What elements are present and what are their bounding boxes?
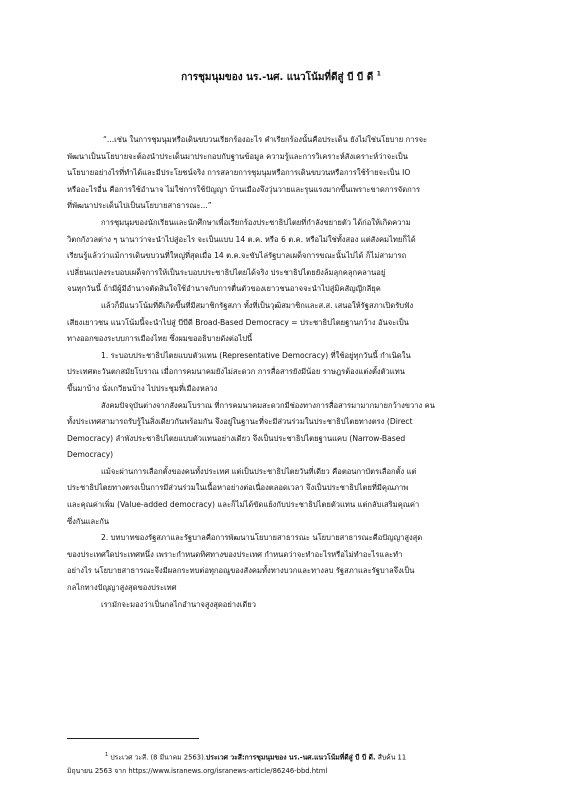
title-text: การชุมนุมของ นร.-นศ. แนวโน้มที่ดีสู่ บี บี ดี — [181, 72, 374, 83]
body-line: และคุณค่าเพิ่ม (Value-added democracy) และก็ไม่ได้ขัดแย้งกับประชาธิปไตยตัวแทน แต่กลับเสริมคุณค่า — [67, 500, 420, 510]
body-line: นโยบายอย่างไรที่ทำได้และมีประโยชน์จริง การสลายการชุมนุมหรือการเดินขบวนหรือการใช้ร้ายจะเป็น IO — [67, 168, 411, 178]
footnote-line — [67, 748, 494, 764]
body-line: กลไกทางปัญญาสูงสุดของประเทศ — [67, 583, 177, 593]
body-line: การชุมนุมของนักเรียนและนักศึกษาเพื่อเรียกร้องประชาธิปไตยที่กำลังขยายตัว ได้ก่อให้เกิดความ — [101, 217, 411, 227]
footnote — [67, 748, 494, 778]
body-line: Democracy) ลำพังประชาธิปไตยแบบตัวแทนอย่างเดียว จึงเป็นประชาธิปไตยฐานแคบ (Narrow-Based — [67, 433, 406, 443]
body-line: ซึ่งกันและกัน — [67, 516, 110, 526]
title-footnote-marker: 1 — [376, 70, 381, 78]
body-line: แม้จะผ่านการเลือกตั้งของคนทั้งประเทศ แต่เป็นประชาธิปไตยวันที่เดียว คือตอนกาบัตรเลือกตั้ง แต่ — [101, 466, 417, 476]
footnote-divider — [67, 738, 199, 739]
body-line: อย่างไร นโยบายสาธารณะจึงมีผลกระทบต่อทุกอณูของสังคมทั้งทางบวกและทางลบ รัฐสภาและรัฐบาลจึงเป็น — [67, 566, 415, 576]
body-line: 2. บทบาทของรัฐสภาและรัฐบาลคือการพัฒนานโยบายสาธารณะ นโยบายสาธารณะคือปัญญาสูงสุด — [101, 533, 423, 543]
body-line: ของประเทศใดประเทศหนึ่ง เพราะกำหนดทิศทางของประเทศ กำหนดว่าจะทำอะไรหรือไม่ทำอะไรและทำ — [67, 549, 403, 559]
body-line: Democracy) — [67, 450, 114, 460]
body-line: สังคมปัจจุบันต่างจากสังคมโบราณ ที่การคมนาคมสะดวกมีช่องทางการสื่อสารมามากมายกว้างขวาง คน — [101, 400, 435, 410]
body-line: เรามักจะมองว่าเป็นกลไกอำนาจสูงสุดอย่างเดียว — [101, 599, 257, 609]
body-line: ที่พัฒนาประเด็นไปเป็นนโยบายสาธารณะ...” — [67, 201, 212, 211]
body-line: พัฒนาเป็นนโยบายจะต้องนำประเด็นมาประกอบกับฐานข้อมูล ความรู้และการวิเคราะห์สังเคราะห์ว่าจะเป็น — [67, 151, 408, 161]
page-title — [0, 70, 562, 85]
body-line: 1. ระบอบประชาธิปไตยแบบตัวแทน (Representative Democracy) ที่ใช้อยู่ทุกวันนี้ กำเนิดใน — [101, 350, 411, 360]
body-line: ประเทศตะวันตกสมัยโบราณ เมื่อการคมนาคมยังไม่สะดวก การสื่อสารยังมีน้อย ราษฎรต้องแต่งตั้งตัวแทน — [67, 367, 405, 377]
body-line: ทั้งประเทศสามารถรับรู้ในสิ่งเดียวกันพร้อมกัน จึงอยู่ในฐานะที่จะมีส่วนร่วมในประชาธิปไตยทางตรง (Direct — [67, 417, 413, 427]
body-line: หรืออะไรอื่น คือการใช้อำนาจ ไม่ใช่การใช้ปัญญา บ้านเมืองจึงวุ่นวายและรุนแรงมากขึ้นเพราะขาดการจัดการ — [67, 184, 421, 194]
body-line: เปลี่ยนแปลงระบอบเผด็จการให้เป็นระบอบประชาธิปไตยได้จริง ประชาธิปไตยยังล้มลุกคลุกคลานอยู่ — [67, 267, 386, 277]
body-line: ทางออกของระบบการเมืองไทย ซึ่งผมขออธิบายดังต่อไปนี้ — [67, 334, 253, 344]
body-line: จนทุกวันนี้ ถ้ามีผู้มีอำนาจตัดสินใจใช้อำนาจกับการตื่นตัวของเยาวชนอาจจะนำไปสู่มิคสัญญีกลียุค — [67, 284, 381, 294]
footnote-marker: 1 — [105, 752, 109, 758]
footnote-article-title: ประเวศ วะสี:การชุมนุมของ นร.-นศ.แนวโน้มที่ดีสู่ บี บี ดี. — [205, 753, 376, 762]
footnote-citation: ประเวศ วะสี. (8 มีนาคม 2563). — [108, 753, 206, 762]
body-line: วิตกกังวลต่าง ๆ นานาว่าจะนำไปสู่อะไร จะเป็นแบบ 14 ต.ค. หรือ 6 ต.ค. หรือไม่ใช่ทั้งสอง แต่สังคมไทยก็ได้ — [67, 234, 416, 244]
body-line: ประชาธิปไตยทางตรงเป็นการมีส่วนร่วมในเนื้อหาอย่างต่อเนื่องตลอดเวลา จึงเป็นประชาธิปไตยที่มีคุณภาพ — [67, 483, 409, 493]
body-line: เสียงเยาวชน แนวโน้มนี้จะนำไปสู่ บีบีดี Broad-Based Democracy = ประชาธิปไตยฐานกว้าง อันจะเป็น — [67, 317, 409, 327]
body-line: แล้วก็มีแนวโน้มที่ดีเกิดขึ้นที่มีสมาชิกรัฐสภา ทั้งที่เป็นวุฒิสมาชิกและส.ส. เสนอให้รัฐสภาเปิดรับฟัง — [101, 300, 414, 310]
footnote-url-line: มิถุนายน 2563 จาก https://www.isranews.org/isranews-article/86246-bbd.html — [67, 767, 328, 776]
body-line: “...เช่น ในการชุมนุมหรือเดินขบวนเรียกร้องอะไร คำเรียกร้องนั้นคือประเด็น ยังไม่ใช่นโยบาย การจะ — [103, 135, 428, 144]
body-line: ขึ้นมาบ้าง นั่งเกวียนบ้าง ไปประชุมที่เมืองหลวง — [67, 383, 218, 393]
body-text — [67, 132, 494, 613]
footnote-access-date: สืบค้น 11 — [375, 753, 407, 762]
body-line: เรียนรู้แล้วว่าแม้การเดินขบวนที่ใหญ่ที่สุดเมื่อ 14 ต.ค.จะขับไล่รัฐบาลเผด็จการขณะนั้นไปได้ ก็ไม่สามารถ — [67, 251, 407, 261]
